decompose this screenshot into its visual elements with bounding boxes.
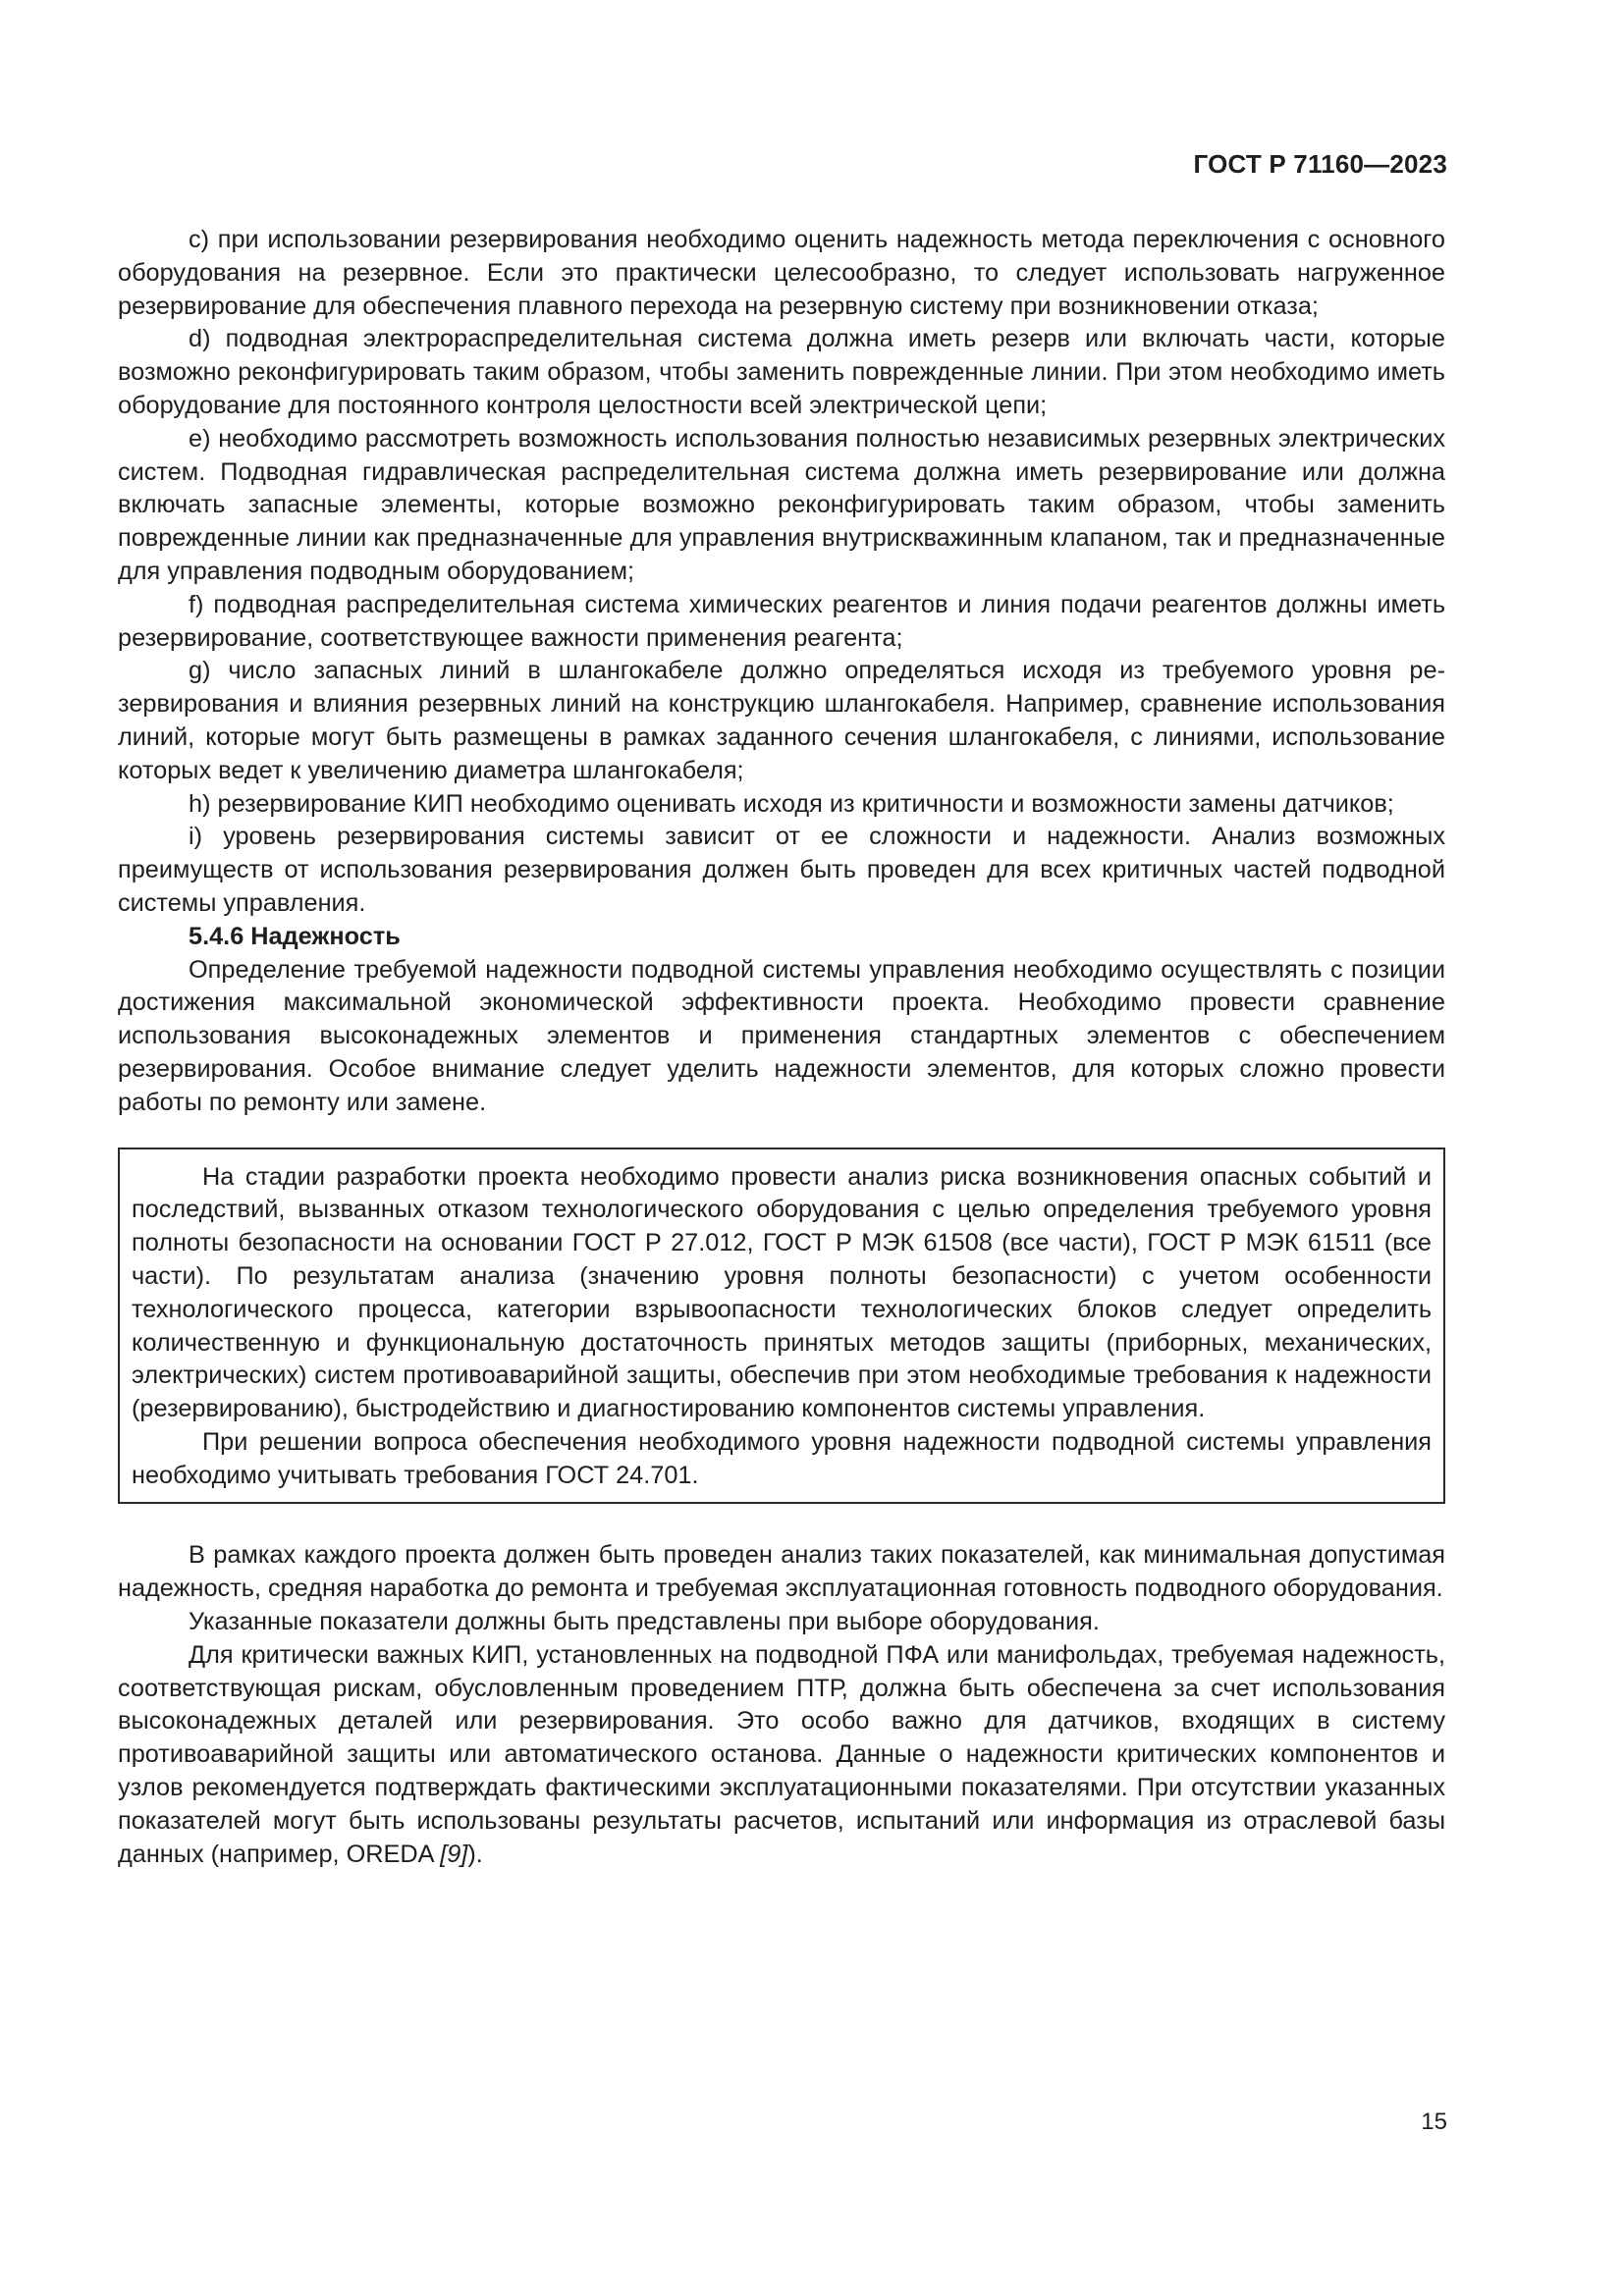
- paragraph-equipment-selection: Указанные показатели должны быть представлены при выборе оборудования.: [189, 1608, 1100, 1636]
- list-item-c: c) при использовании резервирования необходимо оценить надежность метода переключения с основного оборудования на резервное. Если это практически целесообразно, то следует использовать нагруженное резервирование для обеспечения плавного перехода на резервную систему при возникновении отказа;: [118, 226, 1445, 320]
- page-content: [118, 224, 1445, 1871]
- list-item-h: h) резервирование КИП необходимо оценивать исходя из критичности и возможности замены датчиков;: [189, 789, 1394, 818]
- paragraph-critical-instruments-text: Для критически важных КИП, установленных на подводной ПФА или манифольдах, требуемая надежность, соответствующая рискам, обусловленным проведением ПТР, должна быть обеспечена за счет использования высоконадежных деталей или резервирования. Это особо важно для датчиков, входящих в систему противоаварийной защиты или автоматического останова. Данные о надежности критических компонентов и узлов рекомендуется подтверждать фактическими эксплуатационными показателями. При отсутствии указанных показателей могут быть использованы результаты расчетов, испытаний или информация из отраслевой базы данных (например, OREDA: [118, 1640, 1445, 1868]
- page-number: 15: [1421, 2109, 1447, 2135]
- bibliography-reference: [9]: [440, 1840, 468, 1868]
- list-item-e: e) необходимо рассмотреть возможность использования полностью независимых резервных электрических систем. Подводная гидравлическая распределительная система должна иметь резервирование или должна включать запасные элементы, которые возможно реконфигурировать таким образом, чтобы заменить поврежденные линии как предназначенные для управления внутрискважинным клапаном, так и предназначенные для управления подводным оборудованием;: [118, 424, 1445, 585]
- list-item-d: d) подводная электрораспределительная система должна иметь резерв или включать части, которые возможно реконфигурировать таким образом, чтобы заменить поврежденные линии. При этом необходимо иметь оборудование для постоянного контроля целостности всей электрической цепи;: [118, 325, 1445, 419]
- paragraph-critical-instruments-end: ).: [467, 1840, 483, 1868]
- note-paragraph-2: При решении вопроса обеспечения необходимого уровня надежности подводной системы управления необходимо учитывать требования ГОСТ 24.701.: [132, 1427, 1432, 1489]
- note-paragraph-1: На стадии разработки проекта необходимо провести анализ риска возникновения опасных событий и последствий, вызванных отказом технологического оборудования с целью определения требуемого уровня полноты безопасности на основании ГОСТ Р 27.012, ГОСТ Р МЭК 61508 (все части), ГОСТ Р МЭК 61511 (все части). По результатам анализа (значению уровня полноты безопасности) с учетом особенности технологического процесса, категории взрывоопасности технологических блоков следует определить количественную и функциональную достаточность принятых методов защиты (приборных, механических, электрических) систем противоаварийной защиты, обеспечив при этом необходимые требования к надежности (резервированию), быстродействию и диагностированию компонентов системы управления.: [132, 1162, 1432, 1423]
- list-item-g: g) число запасных линий в шлангокабеле должно определяться исходя из требуемого уровня резервирования и влияния резервных линий на конструкцию шлангокабеля. Например, сравнение использования линий, которые могут быть размещены в рамках заданного сечения шлангокабеля, с линиями, использование которых ведет к увеличению диаметра шлангокабеля;: [118, 657, 1445, 784]
- paragraph-critical-instruments: [118, 1639, 1445, 1872]
- note-box: [118, 1148, 1445, 1505]
- section-intro-paragraph: Определение требуемой надежности подводной системы управления необходимо осуществлять с позиции достижения максимальной экономической эффективности проекта. Необходимо провести сравнение использования высоконадежных элементов и применения стандартных элементов с обеспечением резервирования. Особое внимание следует уделить надежности элементов, для которых сложно провести работы по ремонту или замене.: [118, 955, 1445, 1116]
- list-item-i: i) уровень резервирования системы зависит от ее сложности и надежности. Анализ возможных преимуществ от использования резервирования должен быть проведен для всех критичных частей подводной системы управления.: [118, 823, 1445, 917]
- section-heading: 5.4.6 Надежность: [189, 922, 401, 950]
- paragraph-indicators: В рамках каждого проекта должен быть проведен анализ таких показателей, как минимальная допустимая надежность, средняя наработка до ремонта и требуемая эксплуатационная готовность подводного оборудования.: [118, 1541, 1445, 1603]
- document-code-header: ГОСТ Р 71160—2023: [1193, 149, 1447, 179]
- list-item-f: f) подводная распределительная система химических реагентов и линия подачи реагентов должны иметь резервирование, соответствующее важности применения реагента;: [118, 590, 1445, 652]
